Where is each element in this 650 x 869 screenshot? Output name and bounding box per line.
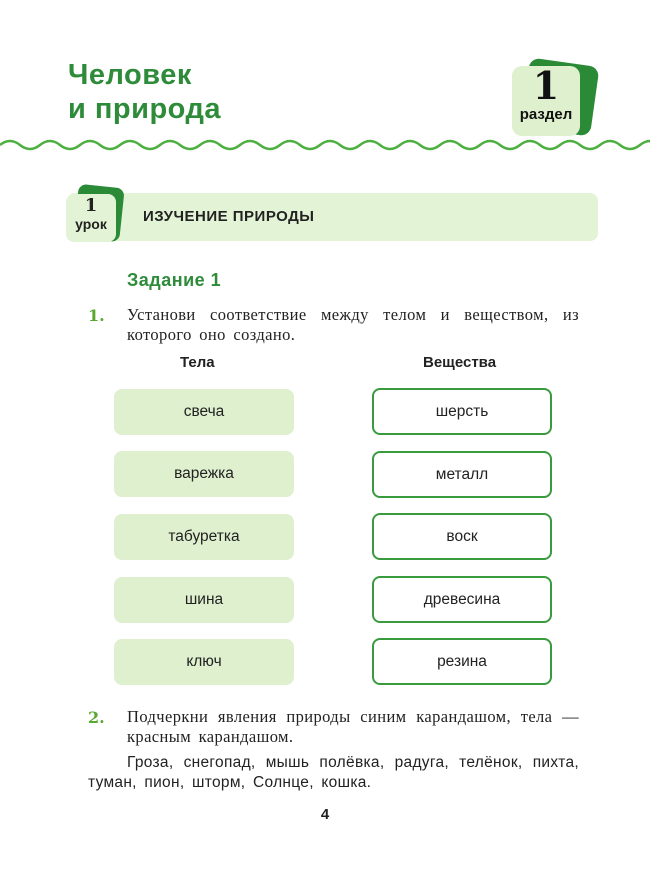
- chapter-title-line1: Человек: [68, 59, 192, 91]
- substance-card[interactable]: шерсть: [372, 388, 552, 435]
- badge-front: [512, 63, 580, 136]
- item2-text: Подчеркни явления природы синим карандашом, тела — красным карандашом.: [127, 707, 579, 746]
- column-bodies-heading: Тела: [180, 354, 215, 371]
- lesson-badge-front: [66, 194, 116, 242]
- body-card[interactable]: свеча: [114, 389, 294, 435]
- substance-card[interactable]: металл: [372, 451, 552, 498]
- body-card[interactable]: шина: [114, 577, 294, 623]
- body-card[interactable]: табуретка: [114, 514, 294, 560]
- page-number: 4: [320, 806, 330, 823]
- item1-number: 1.: [88, 306, 105, 325]
- item2-number: 2.: [88, 708, 105, 727]
- lesson-badge: [66, 186, 124, 242]
- item1-text: Установи соответствие между телом и веществом, из которого оно создано.: [127, 305, 579, 344]
- substance-card[interactable]: воск: [372, 513, 552, 560]
- column-substances-heading: Вещества: [423, 354, 497, 371]
- wavy-divider: [0, 136, 650, 154]
- substance-card[interactable]: резина: [372, 638, 552, 685]
- task-heading: Задание 1: [127, 270, 222, 290]
- item2-words: Гроза, снегопад, мышь полёвка, радуга, телёнок, пихта, туман, пион, шторм, Солнце, кошка.: [88, 754, 579, 791]
- chapter-badge: [508, 58, 598, 138]
- chapter-title-line2: и природа: [68, 93, 222, 125]
- chapter-number: 1: [532, 63, 560, 108]
- body-card[interactable]: варежка: [114, 451, 294, 497]
- chapter-label: раздел: [519, 106, 573, 123]
- lesson-title: ИЗУЧЕНИЕ ПРИРОДЫ: [143, 208, 315, 225]
- substance-card[interactable]: древесина: [372, 576, 552, 623]
- body-card[interactable]: ключ: [114, 639, 294, 685]
- lesson-label: урок: [75, 216, 107, 232]
- lesson-number: 1: [84, 195, 98, 216]
- chapter-title: [68, 58, 221, 126]
